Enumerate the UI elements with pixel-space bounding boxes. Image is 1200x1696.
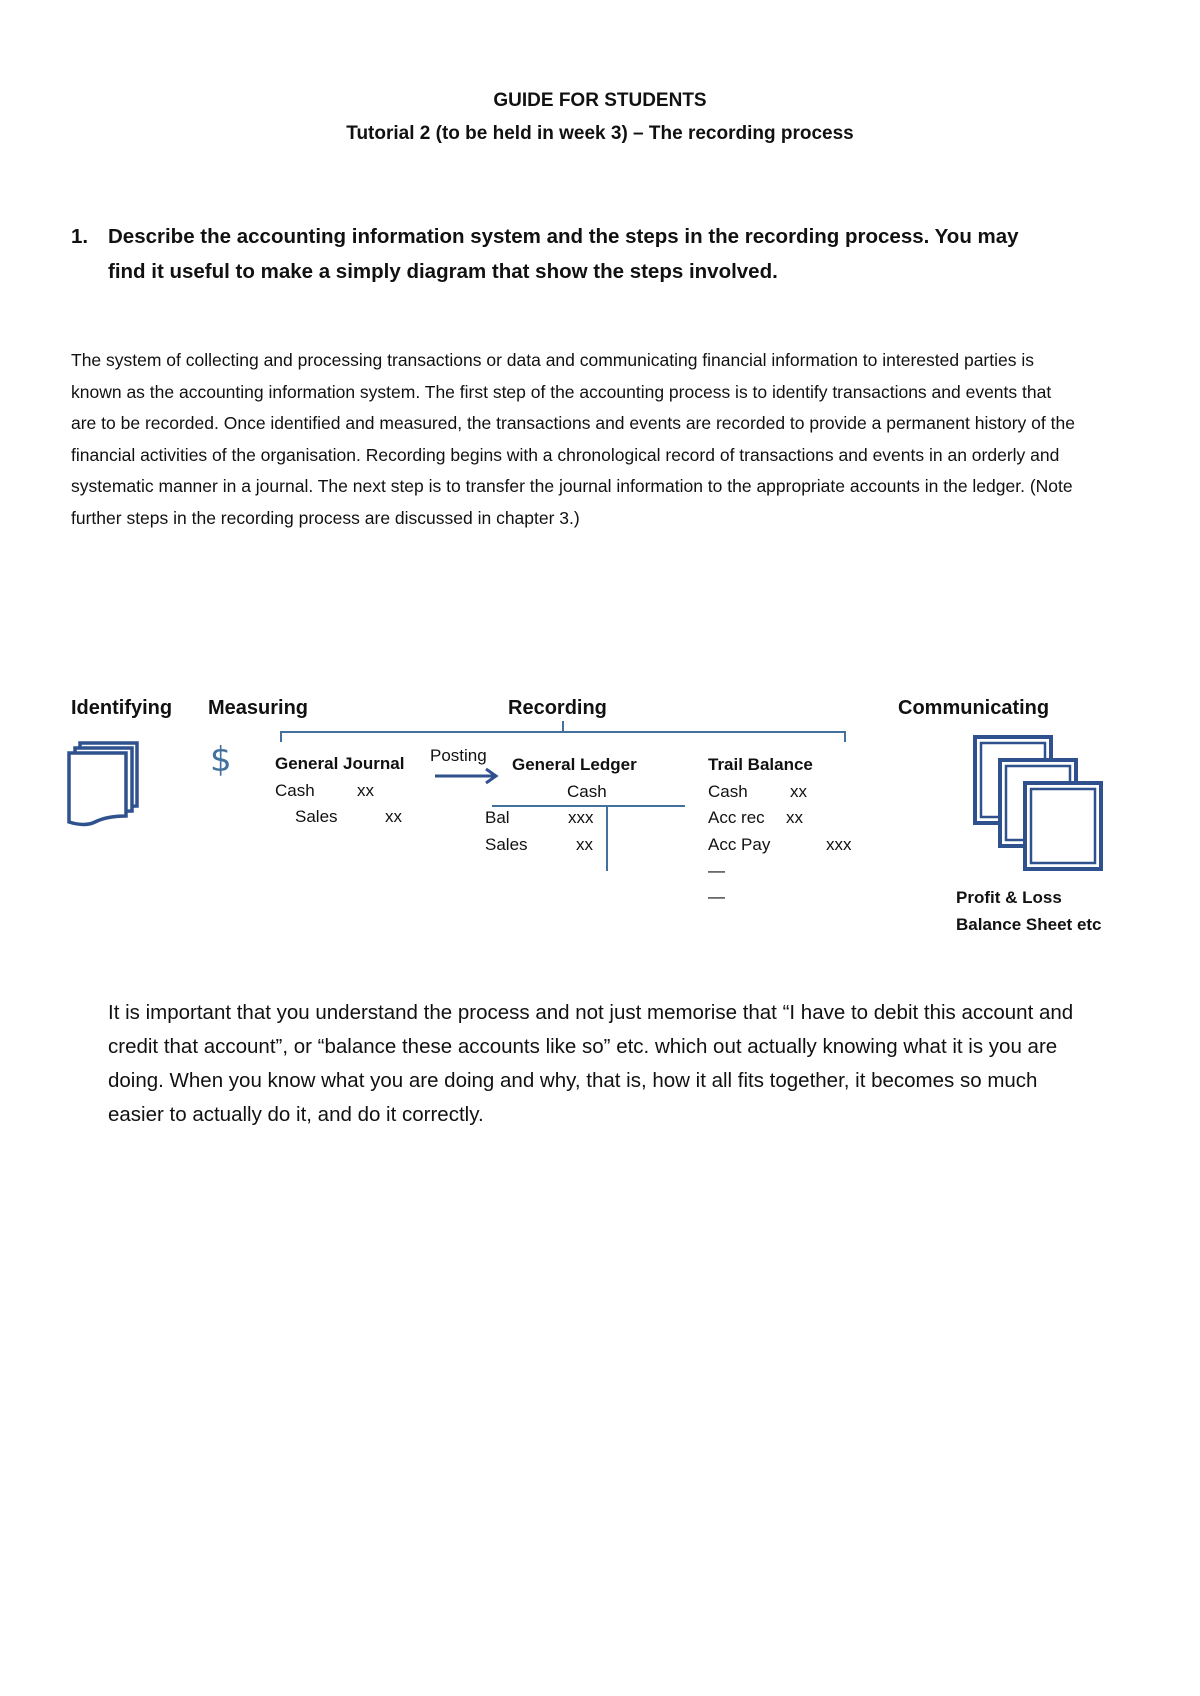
- posting-label: Posting: [430, 746, 487, 765]
- stage-communicating: Communicating: [898, 697, 1050, 719]
- trial-balance-row3-amount: xxx: [826, 835, 852, 854]
- reports-caption-line-2: Balance Sheet etc: [956, 915, 1102, 934]
- answer-paragraph: The system of collecting and processing transactions or data and communicating financial information to interested parties is known as the accounting information system. The first step of the accounting process is to identify transactions and events that are to be recorded. Once identified and measured, the transactions and events are recorded to provide a permanent history of the financial activities of the organisation. Recording begins with a chronological record of transactions and events in an orderly and systematic manner in a journal. The next step is to transfer the journal information to the appropriate accounts in the ledger. (Note further steps in the recording process are discussed in chapter 3.): [71, 350, 1075, 528]
- ledger-title: General Ledger: [512, 755, 637, 774]
- reports-icon: [975, 737, 1101, 869]
- ledger-row2-label: Sales: [485, 835, 528, 854]
- question-number: 1.: [71, 225, 89, 248]
- posting-arrow-icon: [435, 769, 496, 783]
- reports-caption-line-1: Profit & Loss: [956, 888, 1062, 907]
- stage-measuring: Measuring: [208, 697, 309, 719]
- journal-row1-amount: xx: [357, 781, 374, 800]
- stage-identifying: Identifying: [71, 697, 173, 719]
- journal-row1-account: Cash: [275, 781, 315, 800]
- ledger-row1-label: Bal: [485, 808, 510, 827]
- question-line-1: Describe the accounting information system and the steps in the recording process. You may: [108, 225, 1019, 248]
- closing-paragraph: It is important that you understand the process and not just memorise that “I have to debit this account and credit that account”, or “balance these accounts like so” etc. which out actually knowing what it is you are doing. When you know what you are doing and why, that is, how it all fits together, it becomes so much easier to actually do it, and do it correctly.: [108, 1001, 1074, 1126]
- trial-balance-row2-label: Acc rec: [708, 808, 765, 827]
- journal-title: General Journal: [275, 754, 405, 773]
- journal-row2-account: Sales: [295, 807, 338, 826]
- trial-balance-row5: —: [708, 887, 725, 906]
- trial-balance-row3-label: Acc Pay: [708, 835, 771, 854]
- ledger-account-name: Cash: [567, 782, 607, 801]
- ledger-row2-amount: xx: [576, 835, 593, 854]
- journal-row2-amount: xx: [385, 807, 402, 826]
- recording-bracket: [281, 732, 845, 742]
- trial-balance-row4: —: [708, 861, 725, 880]
- trial-balance-title: Trail Balance: [708, 755, 813, 774]
- dollar-icon: $: [210, 740, 232, 780]
- stage-recording: Recording: [508, 697, 607, 719]
- ledger-row1-amount: xxx: [568, 808, 594, 827]
- documents-icon: [69, 743, 137, 825]
- trial-balance-row2-amount: xx: [786, 808, 803, 827]
- trial-balance-row1-amount: xx: [790, 782, 807, 801]
- document-subtitle: Tutorial 2 (to be held in week 3) – The recording process: [346, 123, 854, 144]
- document-title: GUIDE FOR STUDENTS: [493, 90, 707, 111]
- question-line-2: find it useful to make a simply diagram that show the steps involved.: [108, 260, 778, 283]
- trial-balance-row1-label: Cash: [708, 782, 748, 801]
